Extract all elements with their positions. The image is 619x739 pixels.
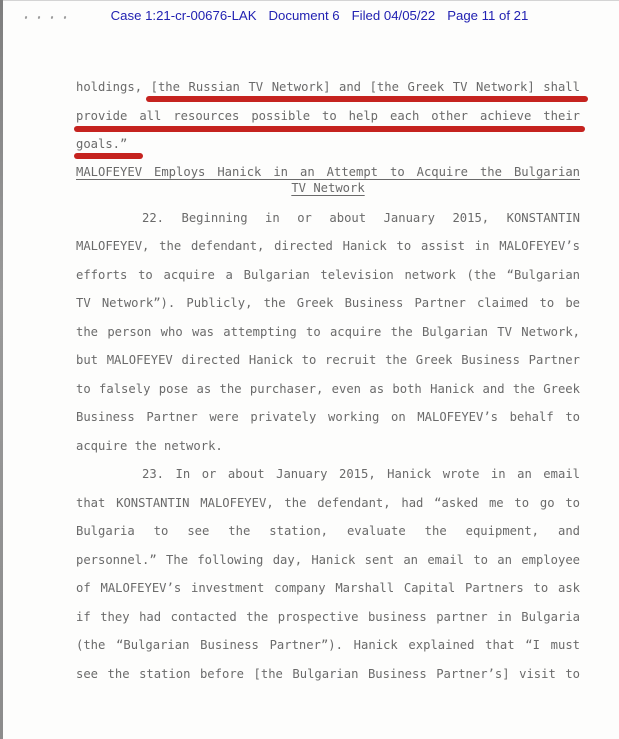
doc-line: to falsely pose as the purchaser, even as both Hanick and the Greek [76,381,580,396]
red-annotation-underline [74,153,143,159]
paragraph-holdings [76,73,580,159]
doc-line: Bulgaria to see the station, evaluate the equipment, and [76,524,580,538]
case-number: Case 1:21-cr-00676-LAK [110,8,257,23]
section-heading-line: TV Network [291,181,365,195]
document-number: Document 6 [268,8,340,23]
page-indicator: Page 11 of 21 [447,8,529,23]
doc-line: that KONSTANTIN MALOFEYEV, the defendant, had “asked me to go to [76,495,580,510]
doc-line: TV Network”). Publicly, the Greek Business Partner claimed to be [76,296,580,310]
doc-line: Business Partner were privately working on MALOFEYEV’s behalf to [76,410,580,424]
doc-line: (the “Bulgarian Business Partner”). Hanick explained that “I must [76,638,580,652]
doc-line: MALOFEYEV, the defendant, directed Hanick to assist in MALOFEYEV’s [76,239,580,253]
doc-line: efforts to acquire a Bulgarian television network (the “Bulgarian [76,267,580,282]
doc-line: of MALOFEYEV’s investment company Marshall Capital Partners to ask [76,581,580,595]
section-heading-line: MALOFEYEV Employs Hanick in an Attempt to Acquire the Bulgarian [76,164,580,179]
doc-line: the person who was attempting to acquire the Bulgarian TV Network, [76,324,580,339]
paragraph-22 [76,204,580,461]
doc-line: 23. In or about January 2015, Hanick wrote in an email [142,467,580,481]
doc-line: provide all resources possible to help each other achieve their [76,108,580,123]
doc-line: goals.” [76,137,128,151]
red-annotation-underline [146,96,588,102]
doc-line: 22. Beginning in or about January 2015, KONSTANTIN [142,210,580,225]
case-caption-header [20,8,619,24]
doc-line: if they had contacted the prospective business partner in Bulgaria [76,609,580,624]
scan-top-edge [0,0,619,1]
red-annotation-underline [74,126,585,132]
section-heading [76,164,580,197]
doc-line: personnel.” The following day, Hanick sent an email to an employee [76,552,580,567]
filed-date: Filed 04/05/22 [351,8,436,23]
doc-line: holdings, [the Russian TV Network] and [the Greek TV Network] shall [76,80,580,94]
doc-line: but MALOFEYEV directed Hanick to recruit the Greek Business Partner [76,353,580,367]
doc-line: see the station before [the Bulgarian Business Partner’s] visit to [76,666,580,681]
paragraph-23 [76,460,580,688]
scan-left-edge [0,0,3,739]
document-body [76,73,580,688]
doc-line: acquire the network. [76,438,223,453]
